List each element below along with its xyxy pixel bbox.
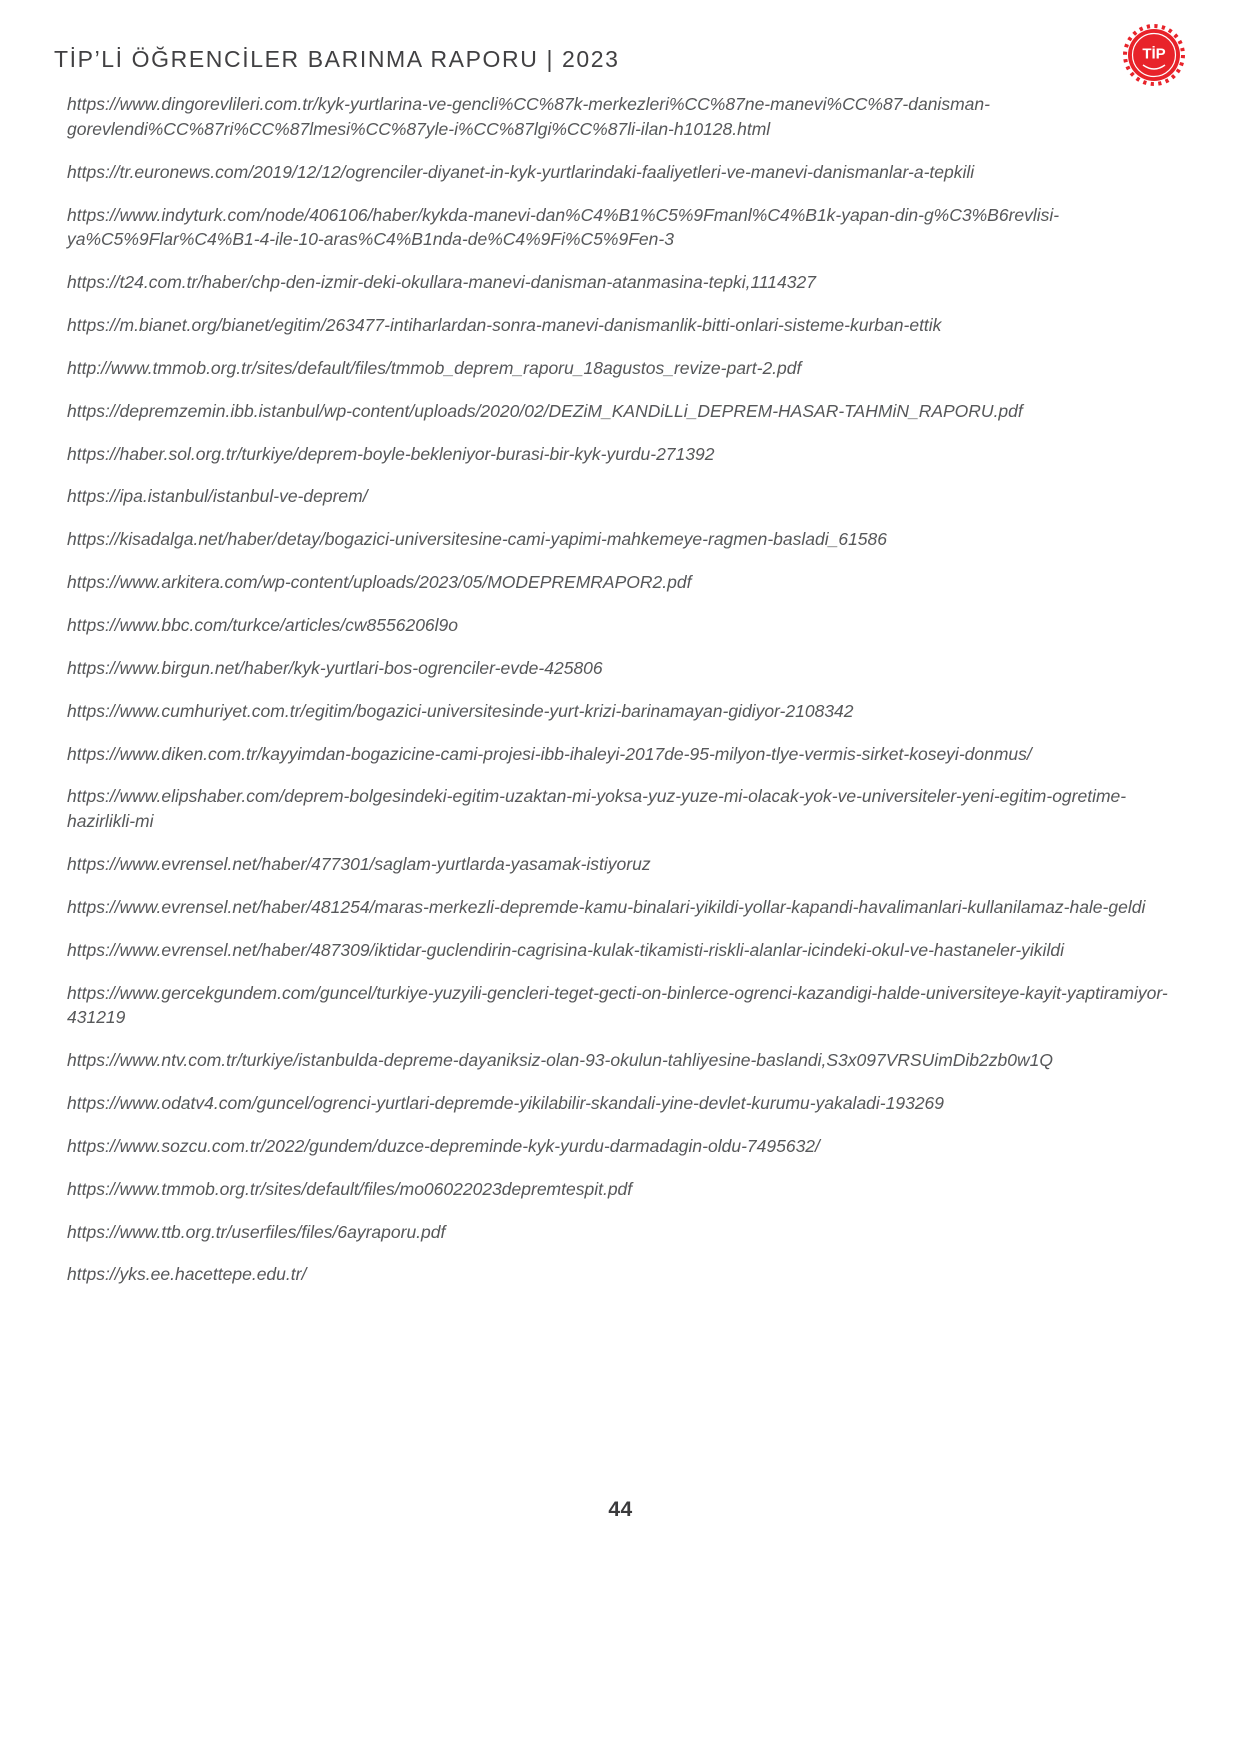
reference-url: http://www.tmmob.org.tr/sites/default/files/tmmob_deprem_raporu_18agustos_revize-part-2.pdf [67, 357, 802, 378]
reference-url: https://www.tmmob.org.tr/sites/default/files/mo06022023depremtespit.pdf [67, 1178, 633, 1199]
reference-url: https://www.indyturk.com/node/406106/haber/kykda-manevi-dan%C4%B1%C5%9Fmanl%C4%B1k-yapan-din-g%C3%B6revlisi-ya%C5%9Flar%C4%B1-4-ile-10-aras%C4%B1nda-de%C4%9Fi%C5%9Fen-3 [67, 204, 1060, 250]
reference-url: https://www.ttb.org.tr/userfiles/files/6ayraporu.pdf [67, 1221, 446, 1242]
reference-url: https://www.ntv.com.tr/turkiye/istanbulda-depreme-dayaniksiz-olan-93-okulun-tahliyesine-baslandi,S3x097VRSUimDib2zb0w1Q [67, 1050, 1053, 1071]
logo-text: TİP [1142, 45, 1166, 63]
reference-url: https://www.odatv4.com/guncel/ogrenci-yurtlari-depremde-yikilabilir-skandali-yine-devlet-kurumu-yakaladi-193269 [67, 1093, 945, 1114]
reference-url: https://www.evrensel.net/haber/481254/maras-merkezli-depremde-kamu-binalari-yikildi-yollar-kapandi-havalimanlari-kullanilamaz-hale-geldi [67, 896, 1146, 917]
reference-url: https://www.gercekgundem.com/guncel/turkiye-yuzyili-gencleri-teget-gecti-on-binlerce-ogrenci-kazandigi-halde-universiteye-kayit-yaptiramiyor-431219 [67, 982, 1168, 1028]
tip-party-logo-icon [1123, 24, 1185, 86]
page-number: 44 [608, 1498, 633, 1521]
reference-url: https://depremzemin.ibb.istanbul/wp-content/uploads/2020/02/DEZiM_KANDiLLi_DEPREM-HASAR-TAHMiN_RAPORU.pdf [67, 400, 1023, 421]
reference-url: https://www.elipshaber.com/deprem-bolgesindeki-egitim-uzaktan-mi-yoksa-yuz-yuze-mi-olacak-yok-ve-universiteler-yeni-egitim-ogretime-hazirlikli-mi [67, 786, 1127, 832]
reference-url: https://ipa.istanbul/istanbul-ve-deprem/ [67, 486, 368, 507]
reference-url: https://www.dingorevlileri.com.tr/kyk-yurtlarina-ve-gencli%CC%87k-merkezleri%CC%87ne-manevi%CC%87-danisman-gorevlendi%CC%87ri%CC%87lmesi%CC%87yle-i%CC%87lgi%CC%87li-ilan-h10128.html [67, 94, 990, 139]
reference-url: https://kisadalga.net/haber/detay/bogazici-universitesine-cami-yapimi-mahkemeye-ragmen-basladi_61586 [67, 529, 888, 550]
reference-url: https://www.bbc.com/turkce/articles/cw8556206l9o [67, 614, 459, 635]
reference-url: https://www.birgun.net/haber/kyk-yurtlari-bos-ogrenciler-evde-425806 [67, 657, 603, 678]
reference-url: https://www.evrensel.net/haber/477301/saglam-yurtlarda-yasamak-istiyoruz [67, 854, 651, 875]
reference-url: https://www.evrensel.net/haber/487309/iktidar-guclendirin-cagrisina-kulak-tikamisti-riskli-alanlar-icindeki-okul-ve-hastaneler-yikildi [67, 939, 1064, 960]
reference-url: https://www.sozcu.com.tr/2022/gundem/duzce-depreminde-kyk-yurdu-darmadagin-oldu-7495632/ [67, 1135, 820, 1156]
page-title: TİP’Lİ ÖĞRENCİLER BARINMA RAPORU | 2023 [54, 46, 620, 72]
reference-url: https://haber.sol.org.tr/turkiye/deprem-boyle-bekleniyor-burasi-bir-kyk-yurdu-271392 [67, 443, 715, 464]
reference-url: https://m.bianet.org/bianet/egitim/263477-intiharlardan-sonra-manevi-danismanlik-bitti-onlari-sisteme-kurban-ettik [67, 315, 942, 336]
reference-url: https://www.diken.com.tr/kayyimdan-bogazicine-cami-projesi-ibb-ihaleyi-2017de-95-milyon-tlye-vermis-sirket-koseyi-donmus/ [67, 743, 1032, 764]
references-list [67, 92, 1181, 1305]
reference-url: https://t24.com.tr/haber/chp-den-izmir-deki-okullara-manevi-danisman-atanmasina-tepki,1114327 [67, 272, 816, 293]
reference-url: https://yks.ee.hacettepe.edu.tr/ [67, 1264, 307, 1285]
reference-url: https://www.cumhuriyet.com.tr/egitim/bogazici-universitesinde-yurt-krizi-barinamayan-gidiyor-2108342 [67, 700, 854, 721]
reference-url: https://www.arkitera.com/wp-content/uploads/2023/05/MODEPREMRAPOR2.pdf [67, 572, 692, 593]
reference-url: https://tr.euronews.com/2019/12/12/ogrenciler-diyanet-in-kyk-yurtlarindaki-faaliyetleri-ve-manevi-danismanlar-a-tepkili [67, 161, 975, 182]
